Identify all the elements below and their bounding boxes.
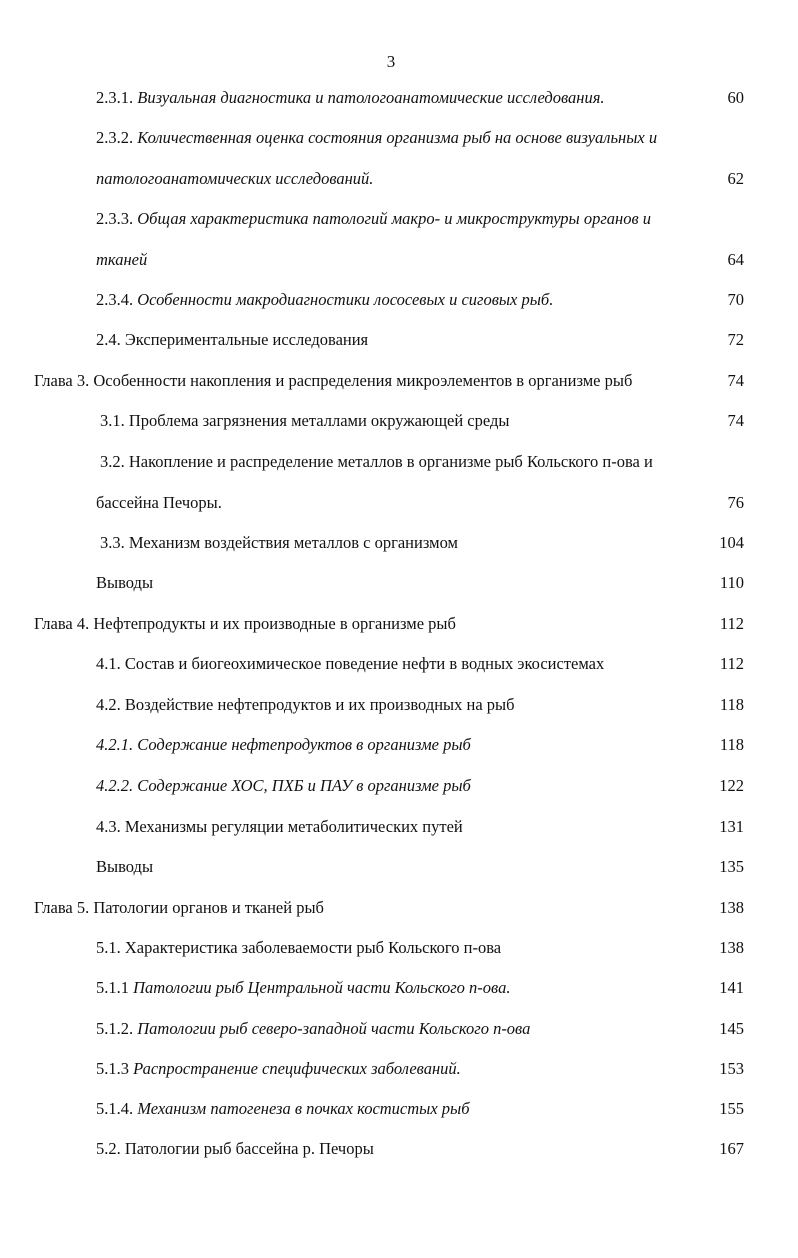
toc-entry-number: 2.3.2.: [96, 128, 134, 147]
toc-page-number: 131: [719, 817, 744, 836]
toc-page-number: 118: [719, 735, 744, 754]
toc-entry-5-1: 5.1. Характеристика заболеваемости рыб Кольского п-ова: [96, 938, 502, 957]
toc-entry-2-3-1: [96, 88, 605, 108]
toc-chapter-4: Глава 4. Нефтепродукты и их производные в организме рыб: [34, 614, 456, 633]
toc-page-number: 167: [719, 1139, 744, 1158]
toc-page-number: 74: [727, 411, 744, 430]
toc-entry-title: Особенности макродиагностики лососевых и сиговых рыб.: [137, 290, 554, 309]
toc-entry-3-2: 3.2. Накопление и распределение металлов в организме рыб Кольского п-ова и: [100, 452, 653, 471]
toc-entry-title: Патологии рыб Центральной части Кольского п-ова.: [133, 978, 511, 997]
toc-page-number: 112: [719, 614, 744, 633]
toc-entry-2-3-2: [96, 128, 657, 148]
toc-page-number: 118: [719, 695, 744, 714]
toc-page-number: 76: [727, 493, 744, 512]
toc-entry-title-continued: бассейна Печоры.: [96, 493, 222, 512]
toc-chapter-3: Глава 3. Особенности накопления и распределения микроэлементов в организме рыб: [34, 371, 633, 390]
toc-conclusions: Выводы: [96, 573, 154, 592]
toc-entry-title: Патологии рыб северо-западной части Кольского п-ова: [137, 1019, 531, 1038]
toc-page-number: 112: [719, 654, 744, 673]
toc-entry-number: 5.1.4.: [96, 1099, 134, 1118]
toc-page-number: 62: [727, 169, 744, 188]
toc-entry-number: 2.3.1.: [96, 88, 134, 107]
toc-page-number: 138: [719, 898, 744, 917]
toc-entry-5-2: 5.2. Патологии рыб бассейна р. Печоры: [96, 1139, 374, 1158]
toc-entry-title: Визуальная диагностика и патологоанатомические исследования.: [137, 88, 605, 107]
toc-entry-3-1: 3.1. Проблема загрязнения металлами окружающей среды: [100, 411, 510, 430]
toc-entry-4-2-2: 4.2.2. Содержание ХОС, ПХБ и ПАУ в организме рыб: [96, 776, 471, 795]
toc-entry-title: Общая характеристика патологий макро- и микроструктуры органов и: [137, 209, 652, 228]
toc-entry-title: Механизм патогенеза в почках костистых рыб: [137, 1099, 470, 1118]
toc-entry-2-4: 2.4. Экспериментальные исследования: [96, 330, 369, 349]
toc-conclusions: Выводы: [96, 857, 154, 876]
toc-page-number: 70: [727, 290, 744, 309]
toc-page-number: 141: [719, 978, 744, 997]
toc-entry-4-1: 4.1. Состав и биогеохимическое поведение нефти в водных экосистемах: [96, 654, 605, 673]
toc-page-number: 145: [719, 1019, 744, 1038]
toc-entry-number: 5.1.2.: [96, 1019, 134, 1038]
toc-entry-2-3-4: [96, 290, 553, 310]
toc-entry-number: 2.3.4.: [96, 290, 134, 309]
toc-entry-4-2-1: 4.2.1. Содержание нефтепродуктов в организме рыб: [96, 735, 471, 754]
toc-page-number: 74: [727, 371, 744, 390]
toc-entry-number: 2.3.3.: [96, 209, 134, 228]
toc-entry-5-1-1: [96, 978, 510, 998]
toc-entry-title: Распространение специфических заболеваний.: [133, 1059, 461, 1078]
toc-entry-title: Количественная оценка состояния организма рыб на основе визуальных и: [137, 128, 658, 147]
toc-entry-5-1-3: [96, 1059, 461, 1079]
toc-entry-number: 5.1.1: [96, 978, 129, 997]
toc-page-number: 64: [727, 250, 744, 269]
toc-page-number: 110: [719, 573, 744, 592]
toc-page-number: 155: [719, 1099, 744, 1118]
toc-entry-2-3-3: [96, 209, 651, 229]
toc-entry-number: 5.1.3: [96, 1059, 129, 1078]
toc-page-number: 122: [719, 776, 744, 795]
toc-entry-4-2: 4.2. Воздействие нефтепродуктов и их производных на рыб: [96, 695, 515, 714]
toc-entry-title-continued: тканей: [96, 250, 148, 269]
toc-page-number: 60: [727, 88, 744, 107]
toc-entry-5-1-2: [96, 1019, 530, 1039]
page-number: 3: [386, 52, 396, 71]
toc-page-number: 72: [727, 330, 744, 349]
toc-entry-title-continued: патологоанатомических исследований.: [96, 169, 374, 188]
toc-page-number: 104: [719, 533, 744, 552]
toc-entry-4-3: 4.3. Механизмы регуляции метаболитических путей: [96, 817, 463, 836]
toc-entry-3-3: 3.3. Механизм воздействия металлов с организмом: [100, 533, 458, 552]
toc-page-number: 138: [719, 938, 744, 957]
toc-entry-5-1-4: [96, 1099, 470, 1119]
toc-page-number: 153: [719, 1059, 744, 1078]
toc-chapter-5: Глава 5. Патологии органов и тканей рыб: [34, 898, 324, 917]
toc-page-number: 135: [719, 857, 744, 876]
